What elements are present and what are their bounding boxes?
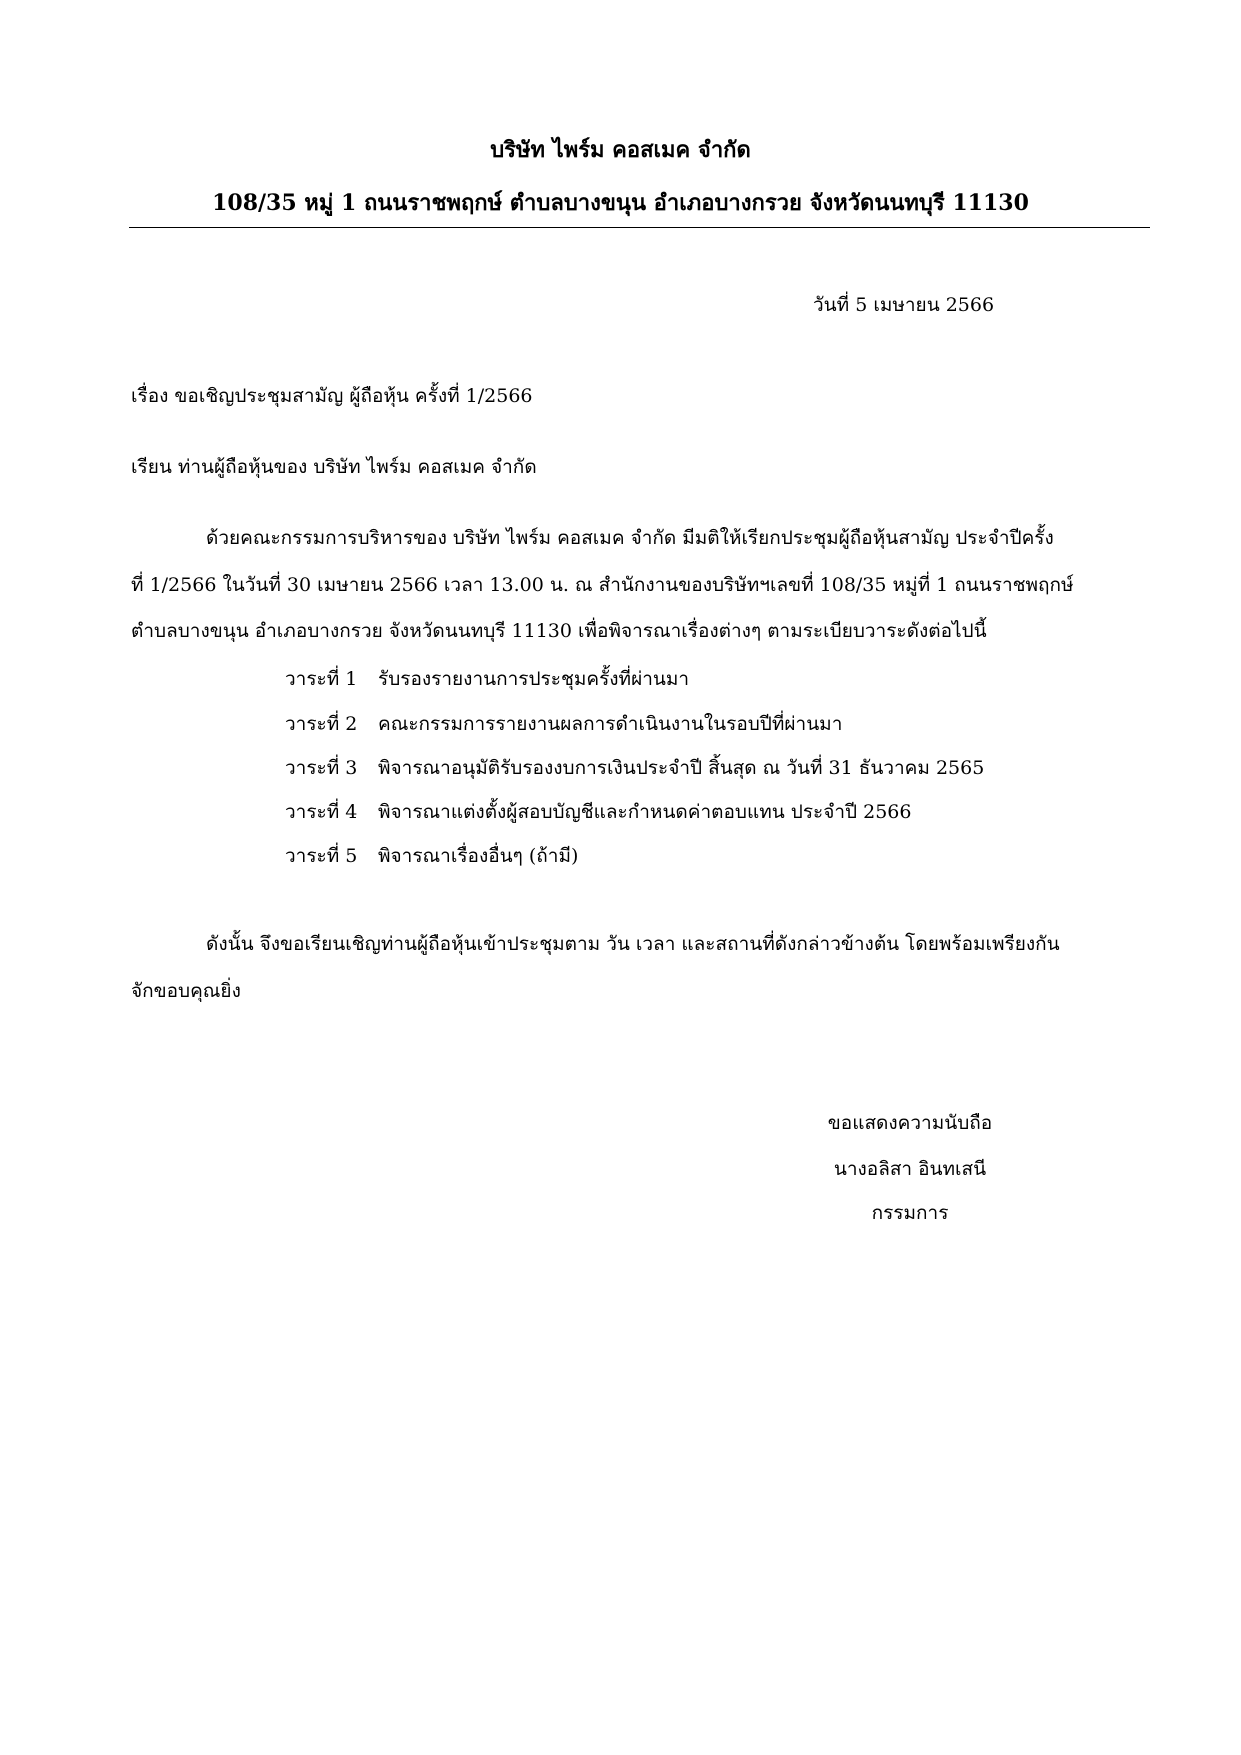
company-address: 108/35 หมู่ 1 ถนนราชพฤกษ์ ตำบลบางขนุน อำเภอบางกรวย จังหวัดนนทบุรี 11130 [212, 190, 1029, 216]
agenda-number: วาระที่ 5 [285, 845, 358, 867]
agenda-number: วาระที่ 2 [285, 713, 358, 735]
agenda-number: วาระที่ 4 [285, 801, 358, 823]
agenda-text: พิจารณาอนุมัติรับรองงบการเงินประจำปี สิ้นสุด ณ วันที่ 31 ธันวาคม 2565 [378, 757, 985, 779]
body-paragraph-1-line-2: ที่ 1/2566 ในวันที่ 30 เมษายน 2566 เวลา 13.00 น. ณ สำนักงานของบริษัทฯเลขที่ 108/35 หมู่ที่ 1 ถนนราชพฤกษ์ [131, 574, 1074, 596]
body-paragraph-2-line-1: ดังนั้น จึงขอเรียนเชิญท่านผู้ถือหุ้นเข้าประชุมตาม วัน เวลา และสถานที่ดังกล่าวข้างต้น โดยพร้อมเพรียงกัน [206, 933, 1060, 955]
letter-date: วันที่ 5 เมษายน 2566 [813, 294, 995, 316]
agenda-text: คณะกรรมการรายงานผลการดำเนินงานในรอบปีที่ผ่านมา [378, 713, 843, 735]
body-paragraph-1-line-3: ตำบลบางขนุน อำเภอบางกรวย จังหวัดนนทบุรี 11130 เพื่อพิจารณาเรื่องต่างๆ ตามระเบียบวาระดังต่อไปนี้ [131, 620, 987, 642]
agenda-item [285, 797, 911, 827]
body-paragraph-1-line-1: ด้วยคณะกรรมการบริหารของ บริษัท ไพร์ม คอสเมค จำกัด มีมติให้เรียกประชุมผู้ถือหุ้นสามัญ ประจำปีครั้ง [206, 527, 1054, 549]
letter-salutation: เรียน ท่านผู้ถือหุ้นของ บริษัท ไพร์ม คอสเมค จำกัด [131, 456, 537, 478]
signature-name: นางอลิสา อินทเสนี [833, 1158, 987, 1180]
header-divider [129, 227, 1150, 228]
agenda-number: วาระที่ 1 [285, 668, 358, 690]
company-name: บริษัท ไพร์ม คอสเมค จำกัด [490, 137, 751, 163]
body-paragraph-2-line-2: จักขอบคุณยิ่ง [131, 980, 241, 1002]
agenda-number: วาระที่ 3 [285, 757, 358, 779]
signature-closing: ขอแสดงความนับถือ [827, 1112, 993, 1134]
agenda-item [285, 664, 689, 694]
agenda-item [285, 709, 842, 739]
agenda-text: พิจารณาเรื่องอื่นๆ (ถ้ามี) [378, 845, 579, 867]
agenda-text: รับรองรายงานการประชุมครั้งที่ผ่านมา [378, 668, 690, 690]
signature-title: กรรมการ [871, 1202, 949, 1224]
agenda-item [285, 841, 578, 871]
agenda-text: พิจารณาแต่งตั้งผู้สอบบัญชีและกำหนดค่าตอบแทน ประจำปี 2566 [378, 801, 912, 823]
letter-subject: เรื่อง ขอเชิญประชุมสามัญ ผู้ถือหุ้น ครั้งที่ 1/2566 [131, 385, 533, 407]
agenda-item [285, 753, 984, 783]
